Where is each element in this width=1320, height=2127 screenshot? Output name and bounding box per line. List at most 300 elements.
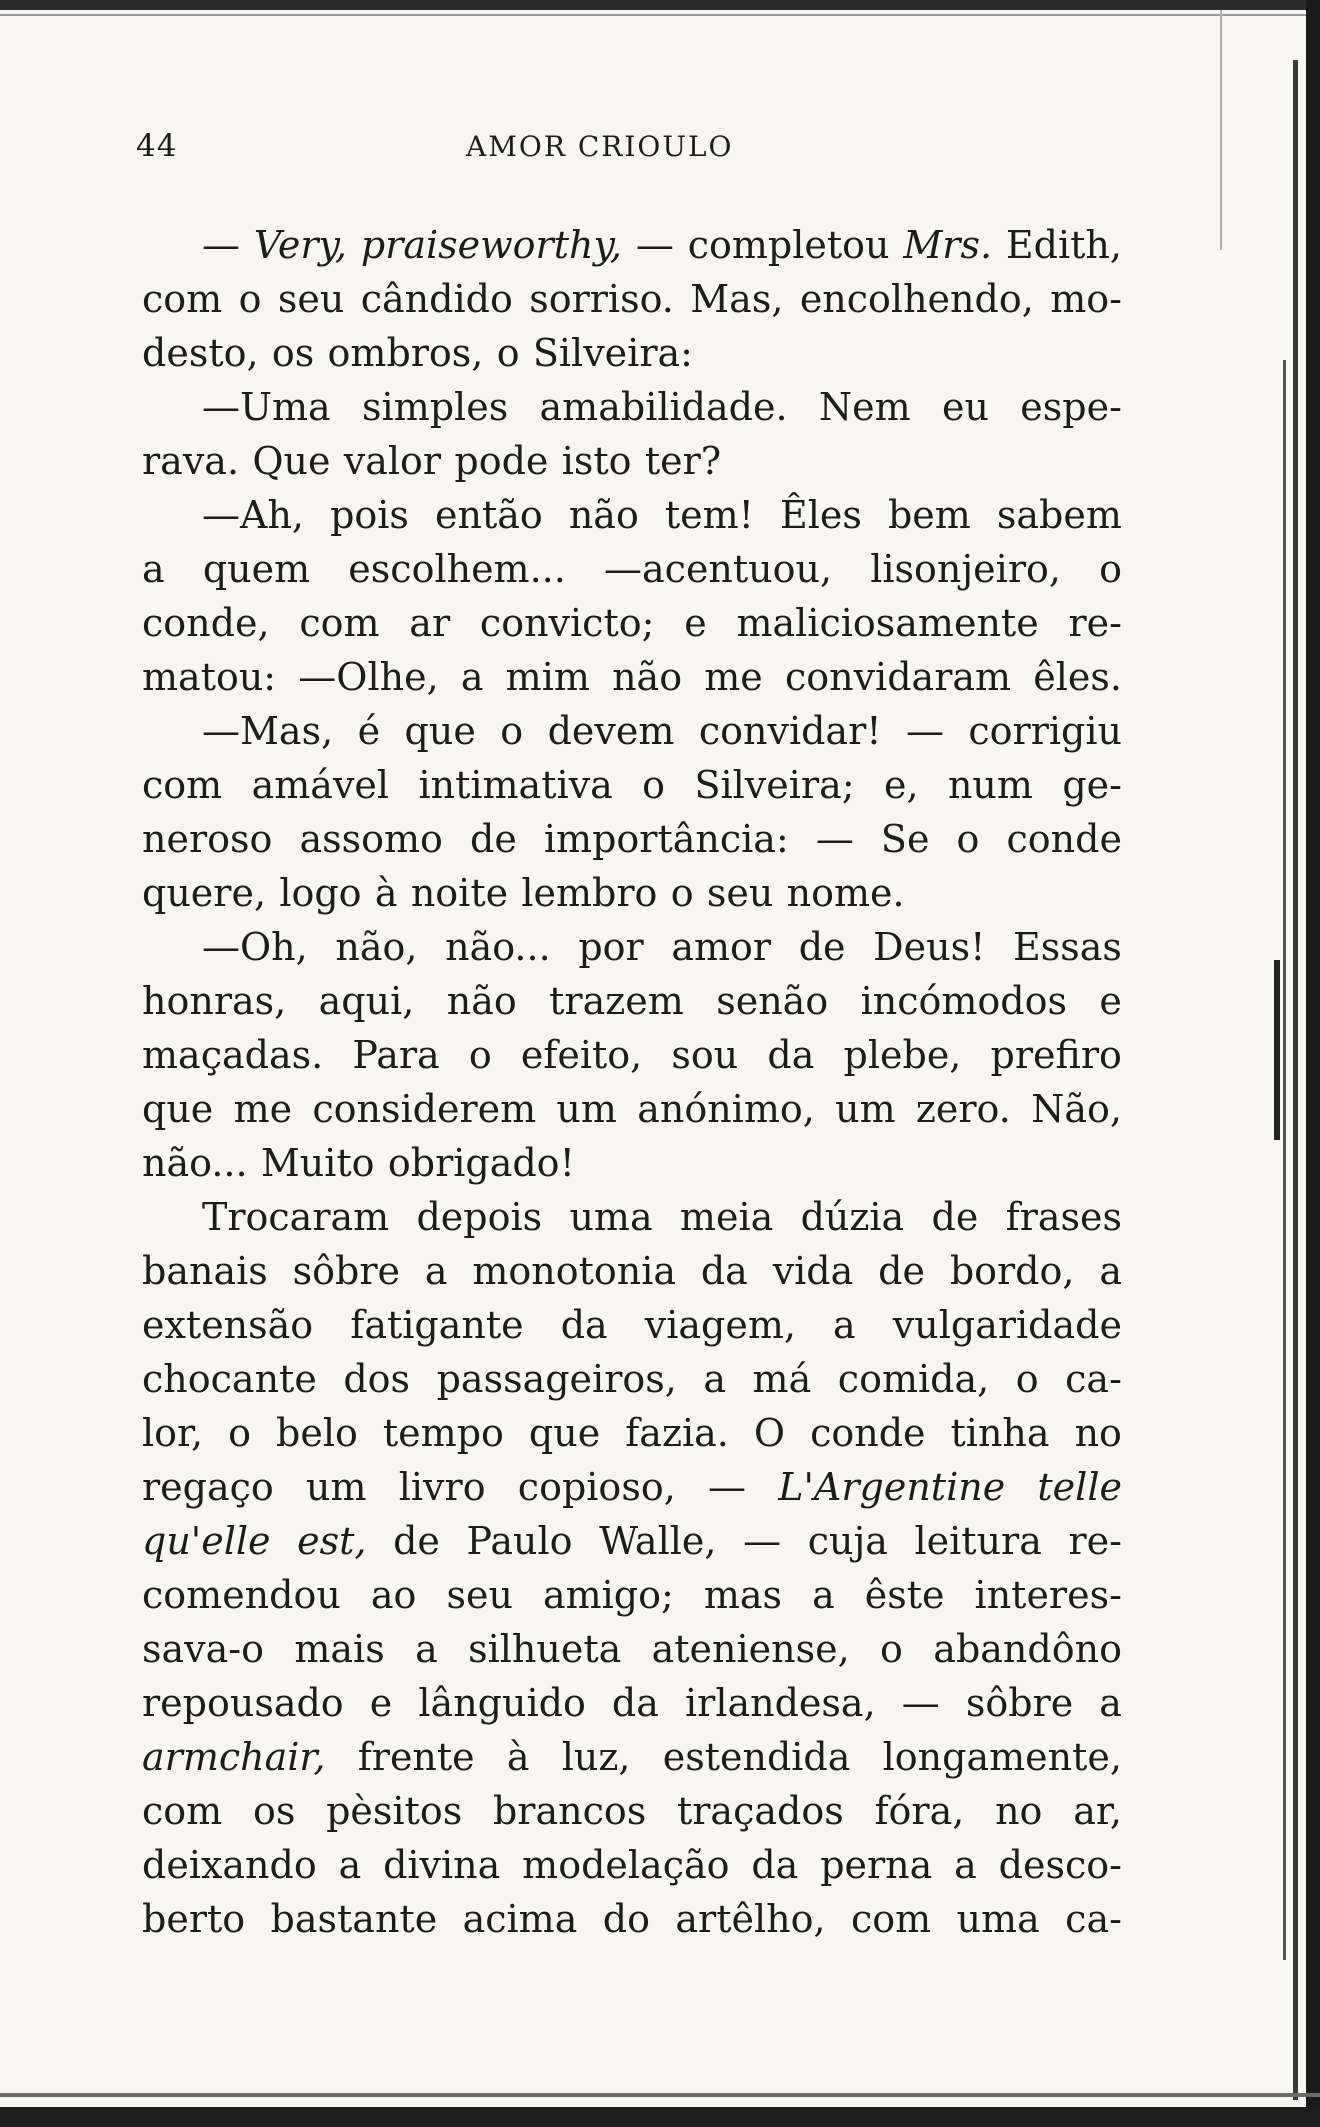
word: sava-o — [142, 1627, 264, 1671]
word: extensão — [142, 1303, 314, 1347]
text-line — [142, 1244, 1122, 1298]
word: bem — [887, 493, 971, 537]
word: amor — [671, 925, 772, 969]
word: com — [142, 763, 223, 807]
word: Silveira: — [532, 331, 693, 375]
word: interes- — [974, 1573, 1122, 1617]
text-line — [142, 812, 1122, 866]
word: valor — [343, 439, 442, 483]
italic-word: Mrs. — [903, 223, 993, 267]
word: a — [415, 1627, 438, 1671]
word: não... — [142, 1141, 248, 1185]
word: fóra, — [874, 1789, 965, 1833]
word: livro — [398, 1465, 486, 1509]
word: Se — [880, 817, 930, 861]
text-line — [142, 1676, 1122, 1730]
page-header — [136, 128, 756, 168]
text-line — [142, 1082, 1122, 1136]
word: prefiro — [990, 1033, 1122, 1077]
word: convidar! — [698, 709, 882, 753]
word: não... — [445, 925, 551, 969]
word: a — [833, 1303, 856, 1347]
word: traçados — [677, 1789, 844, 1833]
word: a — [1099, 1249, 1122, 1293]
word-gap — [362, 866, 375, 920]
word: lor, — [142, 1411, 204, 1455]
word: —Oh, — [202, 925, 308, 969]
word: uma — [956, 1897, 1040, 1941]
word: ombros, — [327, 331, 484, 375]
word: amável — [251, 763, 390, 807]
word: regaço — [142, 1465, 274, 1509]
word: —acentuou, — [604, 547, 833, 591]
word: conde — [810, 1411, 926, 1455]
word: copioso, — [517, 1465, 676, 1509]
word: completou — [687, 223, 890, 267]
text-line — [142, 272, 1122, 326]
word: me — [704, 655, 763, 699]
word-gap — [314, 326, 327, 380]
word: com — [142, 277, 223, 321]
word: êste — [864, 1573, 945, 1617]
scan-edge-bottom — [0, 2107, 1320, 2127]
word: ca- — [1065, 1897, 1122, 1941]
word: deixando — [142, 1843, 317, 1887]
word: cuja — [807, 1519, 888, 1563]
word: mas — [703, 1573, 783, 1617]
word: monotonia — [472, 1249, 677, 1293]
word: Walle, — [599, 1519, 717, 1563]
word: amabilidade. — [539, 385, 788, 429]
word: da — [751, 1843, 799, 1887]
word: espe- — [1020, 385, 1122, 429]
word: de — [470, 817, 517, 861]
word: e — [369, 1681, 393, 1725]
word-gap — [694, 866, 707, 920]
word: a — [812, 1573, 835, 1617]
word: Trocaram — [202, 1195, 390, 1239]
word: desco- — [998, 1843, 1122, 1887]
word: ar — [409, 601, 451, 645]
text-line — [142, 650, 1122, 704]
word: vulgaridade — [892, 1303, 1122, 1347]
word: ar, — [1073, 1789, 1122, 1833]
word: convicto; — [479, 601, 655, 645]
word: abandôno — [933, 1627, 1122, 1671]
word-gap — [520, 326, 533, 380]
word: fatigante — [350, 1303, 524, 1347]
word-gap — [657, 866, 670, 920]
word: corrigiu — [968, 709, 1122, 753]
word-gap — [441, 434, 454, 488]
word: plebe, — [843, 1033, 962, 1077]
word: má — [752, 1357, 812, 1401]
word: comendou — [142, 1573, 341, 1617]
word-gap — [259, 326, 272, 380]
word: neroso — [142, 817, 273, 861]
word-gap — [239, 434, 252, 488]
word: noite — [410, 871, 509, 915]
word: brancos — [492, 1789, 647, 1833]
scan-edge-right — [1306, 0, 1320, 2127]
word: que — [404, 709, 476, 753]
word: lembro — [521, 871, 658, 915]
word: isto — [561, 439, 632, 483]
word: quem — [202, 547, 311, 591]
word-gap — [632, 434, 645, 488]
word: que — [142, 1087, 214, 1131]
word: de — [798, 925, 846, 969]
word-gap — [375, 1136, 388, 1190]
word: e — [1099, 979, 1122, 1023]
word: seu — [706, 871, 774, 915]
word: é — [357, 709, 381, 753]
word: dos — [343, 1357, 411, 1401]
word: passageiros, — [436, 1357, 677, 1401]
word: silhueta — [468, 1627, 622, 1671]
word-gap — [248, 1136, 261, 1190]
word: o — [1015, 1357, 1039, 1401]
word: aqui, — [318, 979, 415, 1023]
word: O — [753, 1411, 786, 1455]
word: ca- — [1065, 1357, 1122, 1401]
text-line — [142, 704, 1122, 758]
word: êles. — [1033, 655, 1122, 699]
word: sorriso. — [529, 277, 674, 321]
word: — — [708, 1465, 746, 1509]
word: do — [602, 1897, 650, 1941]
word: o — [642, 763, 666, 807]
word: irlandesa, — [685, 1681, 876, 1725]
word: conde, — [142, 601, 270, 645]
word: —Mas, — [202, 709, 334, 753]
word: ao — [370, 1573, 417, 1617]
word: matou: — [142, 655, 277, 699]
word: à — [374, 871, 398, 915]
italic-word: armchair, — [142, 1735, 326, 1779]
word: de — [878, 1249, 925, 1293]
word: nome. — [786, 871, 905, 915]
word: — — [901, 1681, 940, 1725]
word: o — [1099, 547, 1122, 591]
italic-word: telle — [1037, 1465, 1122, 1509]
word: fazia. — [625, 1411, 729, 1455]
word: Mas, — [690, 277, 784, 321]
word: a — [338, 1843, 362, 1887]
word: Muito — [260, 1141, 375, 1185]
word: depois — [416, 1195, 543, 1239]
word: um — [306, 1465, 367, 1509]
word: sôbre — [292, 1249, 400, 1293]
text-line — [142, 920, 1122, 974]
text-line — [142, 434, 1122, 488]
word: com — [850, 1897, 932, 1941]
word: conde — [1006, 817, 1122, 861]
word: artêlho, — [675, 1897, 826, 1941]
word: não, — [335, 925, 418, 969]
text-line — [142, 488, 1122, 542]
word: Silveira; — [694, 763, 855, 807]
word: berto — [142, 1897, 246, 1941]
word: o — [468, 1033, 492, 1077]
text-line — [142, 380, 1122, 434]
scan-edge-right-shadow — [1283, 360, 1286, 1960]
word: banais — [142, 1249, 268, 1293]
word: devem — [547, 709, 675, 753]
text-line — [142, 1730, 1122, 1784]
word: modelação — [522, 1843, 730, 1887]
word: mim — [505, 655, 590, 699]
word: não — [612, 655, 683, 699]
word: bastante — [270, 1897, 438, 1941]
word: seu — [277, 277, 345, 321]
word: com — [299, 601, 380, 645]
word-gap — [548, 434, 561, 488]
text-line — [142, 1838, 1122, 1892]
word: assomo — [299, 817, 443, 861]
text-line — [142, 1028, 1122, 1082]
word: da — [700, 1249, 748, 1293]
word: desto, — [142, 331, 259, 375]
word: mo- — [1050, 277, 1122, 321]
word: tempo — [382, 1411, 504, 1455]
word: —Uma — [202, 385, 331, 429]
word: lisonjeiro, — [870, 547, 1061, 591]
word: eu — [941, 385, 989, 429]
word: um — [556, 1087, 617, 1131]
word: incómodos — [860, 979, 1068, 1023]
italic-word: praiseworthy, — [360, 223, 622, 267]
text-line — [142, 1298, 1122, 1352]
text-line — [142, 326, 1122, 380]
word: longamente, — [882, 1735, 1122, 1779]
word: Paulo — [466, 1519, 573, 1563]
word: Que — [252, 439, 331, 483]
word: e, — [883, 763, 919, 807]
word: e — [684, 601, 707, 645]
word: divina — [383, 1843, 501, 1887]
word: no — [995, 1789, 1043, 1833]
word-gap — [773, 866, 786, 920]
word: o — [500, 709, 524, 753]
word: de — [393, 1519, 440, 1563]
text-line — [142, 1568, 1122, 1622]
word: da — [611, 1681, 659, 1725]
word: re- — [1068, 601, 1122, 645]
word: sou — [671, 1033, 739, 1077]
word: não — [446, 979, 517, 1023]
word: Para — [352, 1033, 440, 1077]
italic-word: L'Argentine — [778, 1465, 1006, 1509]
word: maliciosamente — [736, 601, 1039, 645]
word: Nem — [818, 385, 911, 429]
word: os — [271, 331, 315, 375]
text-line — [142, 1406, 1122, 1460]
word-gap — [483, 326, 496, 380]
word: sabem — [996, 493, 1122, 537]
word-gap — [266, 866, 279, 920]
word: à — [506, 1735, 530, 1779]
word: ateniense, — [651, 1627, 850, 1671]
text-line — [142, 1892, 1122, 1946]
word: viagem, — [644, 1303, 796, 1347]
italic-word: est, — [297, 1519, 367, 1563]
text-line — [142, 1352, 1122, 1406]
word: da — [767, 1033, 815, 1077]
word: importância: — [543, 817, 789, 861]
word: chocante — [142, 1357, 317, 1401]
word: meia — [679, 1195, 774, 1239]
word: encolhendo, — [799, 277, 1034, 321]
word: a — [460, 655, 484, 699]
text-line — [142, 1622, 1122, 1676]
word: dúzia — [800, 1195, 905, 1239]
word: o — [880, 1627, 903, 1671]
word: belo — [276, 1411, 358, 1455]
word: a — [1099, 1681, 1122, 1725]
word: me — [233, 1087, 293, 1131]
word: Edith, — [1005, 223, 1122, 267]
scan-edge-line — [0, 14, 1320, 16]
word: num — [947, 763, 1033, 807]
body-text — [142, 218, 1122, 1946]
scan-edge-top — [0, 0, 1320, 10]
word: tem! — [664, 493, 754, 537]
word: a — [954, 1843, 977, 1887]
text-line — [142, 542, 1122, 596]
word: leitura — [914, 1519, 1042, 1563]
text-line — [142, 1784, 1122, 1838]
word: perna — [820, 1843, 933, 1887]
word: que — [528, 1411, 601, 1455]
word: frente — [357, 1735, 475, 1779]
word: luz, — [561, 1735, 631, 1779]
word: sôbre — [965, 1681, 1074, 1725]
word: efeito, — [520, 1033, 643, 1077]
word: a — [703, 1357, 727, 1401]
word: — — [202, 223, 240, 267]
word-gap — [905, 866, 918, 920]
page-number: 44 — [136, 128, 178, 164]
word: Não, — [1031, 1087, 1122, 1131]
word: os — [252, 1789, 296, 1833]
scan-binding-mark — [1220, 10, 1222, 250]
word: considerem — [312, 1087, 537, 1131]
scan-edge-right-blot — [1274, 960, 1280, 1140]
text-line — [142, 1190, 1122, 1244]
word: trazem — [549, 979, 684, 1023]
word: a — [142, 547, 165, 591]
scan-edge-bottom-line — [0, 2093, 1320, 2097]
word-gap — [330, 434, 343, 488]
word: —Olhe, — [298, 655, 439, 699]
word: cândido — [360, 277, 513, 321]
word: o — [228, 1411, 252, 1455]
word: — — [635, 223, 674, 267]
word: ge- — [1062, 763, 1122, 807]
word: de — [931, 1195, 979, 1239]
word: o — [670, 871, 694, 915]
word: pèsitos — [326, 1789, 463, 1833]
text-line — [142, 596, 1122, 650]
word: escolhem... — [348, 547, 566, 591]
word: da — [560, 1303, 608, 1347]
word: convidaram — [784, 655, 1012, 699]
text-line — [142, 218, 1122, 272]
word: —Ah, — [202, 493, 304, 537]
word-gap — [721, 434, 734, 488]
word: no — [1074, 1411, 1122, 1455]
word: pois — [330, 493, 409, 537]
word-gap — [693, 326, 706, 380]
word: rava. — [142, 439, 240, 483]
word: acima — [462, 1897, 578, 1941]
word: Êles — [780, 493, 862, 537]
word: quere, — [142, 871, 267, 915]
word: frases — [1005, 1195, 1122, 1239]
word: mais — [294, 1627, 385, 1671]
word: bordo, — [949, 1249, 1075, 1293]
word: Essas — [1013, 925, 1122, 969]
word: o — [496, 331, 520, 375]
word: maçadas. — [142, 1033, 324, 1077]
word: não — [568, 493, 639, 537]
word: ter? — [644, 439, 722, 483]
word: lânguido — [418, 1681, 586, 1725]
word: Deus! — [873, 925, 986, 969]
word: — — [743, 1519, 782, 1563]
word: então — [434, 493, 543, 537]
word-gap — [508, 866, 521, 920]
word: pode — [454, 439, 549, 483]
word: por — [578, 925, 644, 969]
word: o — [238, 277, 262, 321]
word: um — [835, 1087, 896, 1131]
italic-word: qu'elle — [142, 1519, 271, 1563]
italic-word: Very, — [253, 223, 347, 267]
text-line — [142, 866, 1122, 920]
running-title: AMOR CRIOULO — [466, 130, 734, 163]
text-line — [142, 1514, 1122, 1568]
word-gap — [398, 866, 411, 920]
word: uma — [569, 1195, 653, 1239]
word: — — [905, 709, 944, 753]
scan-edge-right-inner — [1293, 60, 1298, 2100]
word: o — [956, 817, 980, 861]
word: logo — [279, 871, 362, 915]
word: amigo; — [542, 1573, 674, 1617]
word: simples — [362, 385, 509, 429]
word: a — [424, 1249, 448, 1293]
text-line — [142, 758, 1122, 812]
word: tinha — [950, 1411, 1050, 1455]
word: zero. — [915, 1087, 1011, 1131]
text-line — [142, 1460, 1122, 1514]
word: honras, — [142, 979, 287, 1023]
word: repousado — [142, 1681, 344, 1725]
word: comida, — [837, 1357, 990, 1401]
word: senão — [716, 979, 829, 1023]
word-gap — [575, 1136, 588, 1190]
word: re- — [1068, 1519, 1122, 1563]
word: estendida — [662, 1735, 851, 1779]
word: — — [815, 817, 854, 861]
word: anónimo, — [637, 1087, 815, 1131]
word: seu — [446, 1573, 513, 1617]
word: intimativa — [418, 763, 613, 807]
word: vida — [772, 1249, 854, 1293]
text-line — [142, 1136, 1122, 1190]
